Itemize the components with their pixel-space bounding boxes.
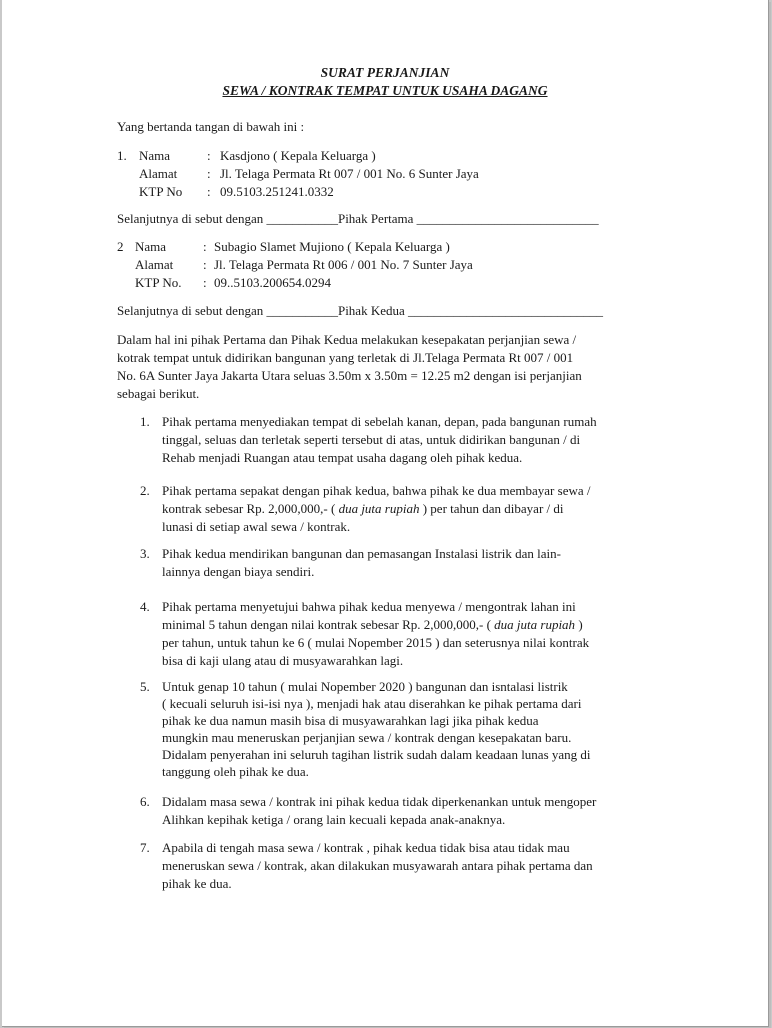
- party1-address-sep: :: [207, 166, 211, 181]
- clause-line: [162, 500, 564, 518]
- party1-ktp-sep: :: [207, 184, 211, 199]
- agreement-paragraph-line: kotrak tempat untuk didirikan bangunan yang terletak di Jl.Telaga Permata Rt 007 / 001: [117, 350, 574, 365]
- clause-line: Rehab menjadi Ruangan atau tempat usaha dagang oleh pihak kedua.: [162, 450, 523, 465]
- agreement-paragraph-line: sebagai berikut.: [117, 386, 200, 401]
- party1-role-line: Selanjutnya di sebut dengan ___________Pihak Pertama ____________________________: [117, 211, 599, 226]
- clause-number: 5.: [140, 679, 150, 694]
- clause-line: lainnya dengan biaya sendiri.: [162, 564, 315, 579]
- party2-name-label: Nama: [135, 239, 167, 254]
- document-page: [2, 0, 769, 1027]
- agreement-paragraph-line: No. 6A Sunter Jaya Jakarta Utara seluas 3.50m x 3.50m = 12.25 m2 dengan isi perjanjian: [117, 368, 582, 383]
- party2-number: 2: [117, 239, 124, 254]
- clause-number: 1.: [140, 414, 150, 429]
- clause-line-end: ) per tahun dan dibayar / di: [419, 501, 564, 516]
- document-subtitle: SEWA / KONTRAK TEMPAT UNTUK USAHA DAGANG: [222, 83, 548, 98]
- party1-address-value: Jl. Telaga Permata Rt 007 / 001 No. 6 Sunter Jaya: [220, 166, 479, 181]
- party2-address-sep: :: [203, 257, 207, 272]
- clause-line: Apabila di tengah masa sewa / kontrak , pihak kedua tidak bisa atau tidak mau: [162, 840, 570, 855]
- agreement-paragraph-line: Dalam hal ini pihak Pertama dan Pihak Kedua melakukan kesepakatan perjanjian sewa /: [117, 332, 577, 347]
- clause-number: 6.: [140, 794, 150, 809]
- party2-ktp-label: KTP No.: [135, 275, 182, 290]
- clause-number: 3.: [140, 546, 150, 561]
- party1-name-sep: :: [207, 148, 211, 163]
- amount-in-words: dua juta rupiah: [338, 501, 420, 516]
- party1-name-label: Nama: [139, 148, 171, 163]
- clause-number: 4.: [140, 599, 150, 614]
- clause-line: ( kecuali seluruh isi-isi nya ), menjadi hak atau diserahkan ke pihak pertama dari: [162, 696, 582, 711]
- party2-ktp-sep: :: [203, 275, 207, 290]
- party2-ktp-value: 09..5103.200654.0294: [214, 275, 331, 290]
- clause-line: Pihak kedua mendirikan bangunan dan pemasangan Instalasi listrik dan lain-: [162, 546, 561, 561]
- party1-address-label: Alamat: [139, 166, 178, 181]
- clause-line: Untuk genap 10 tahun ( mulai Nopember 2020 ) bangunan dan isntalasi listrik: [162, 679, 568, 694]
- party1-name-value: Kasdjono ( Kepala Keluarga ): [220, 148, 376, 163]
- clause-line: tanggung oleh pihak ke dua.: [162, 764, 309, 779]
- clause-line: Pihak pertama menyetujui bahwa pihak kedua menyewa / mengontrak lahan ini: [162, 599, 576, 614]
- clause-line: Alihkan kepihak ketiga / orang lain kecuali kepada anak-anaknya.: [162, 812, 506, 827]
- clause-line: mungkin mau meneruskan perjanjian sewa / kontrak dengan kesepakatan baru.: [162, 730, 572, 745]
- party2-name-value: Subagio Slamet Mujiono ( Kepala Keluarga ): [214, 239, 450, 254]
- clause-line: [162, 616, 583, 634]
- clause-line: lunasi di setiap awal sewa / kontrak.: [162, 519, 351, 534]
- clause-line: pihak ke dua namun masih bisa di musyawarahkan lagi jika pihak kedua: [162, 713, 539, 728]
- document-title: SURAT PERJANJIAN: [320, 65, 450, 80]
- party1-number: 1.: [117, 148, 127, 163]
- clause-line-start: kontrak sebesar Rp. 2,000,000,- (: [162, 501, 339, 516]
- party2-role-line: Selanjutnya di sebut dengan ___________Pihak Kedua ______________________________: [117, 303, 604, 318]
- party2-address-label: Alamat: [135, 257, 174, 272]
- party2-name-sep: :: [203, 239, 207, 254]
- amount-in-words: dua juta rupiah: [494, 617, 576, 632]
- clause-line-end: ): [575, 617, 583, 632]
- clause-line: meneruskan sewa / kontrak, akan dilakukan musyawarah antara pihak pertama dan: [162, 858, 593, 873]
- clause-line: Pihak pertama sepakat dengan pihak kedua, bahwa pihak ke dua membayar sewa /: [162, 483, 591, 498]
- clause-line: per tahun, untuk tahun ke 6 ( mulai Nopember 2015 ) dan seterusnya nilai kontrak: [162, 635, 590, 650]
- clause-number: 2.: [140, 483, 150, 498]
- party2-address-value: Jl. Telaga Permata Rt 006 / 001 No. 7 Sunter Jaya: [214, 257, 473, 272]
- clause-line: pihak ke dua.: [162, 876, 232, 891]
- party1-ktp-value: 09.5103.251241.0332: [220, 184, 334, 199]
- party1-ktp-label: KTP No: [139, 184, 183, 199]
- clause-number: 7.: [140, 840, 150, 855]
- clause-line: Didalam penyerahan ini seluruh tagihan listrik sudah dalam keadaan lunas yang di: [162, 747, 591, 762]
- intro-line: Yang bertanda tangan di bawah ini :: [117, 119, 305, 134]
- clause-line: bisa di kaji ulang atau di musyawarahkan lagi.: [162, 653, 404, 668]
- clause-line: tinggal, seluas dan terletak seperti tersebut di atas, untuk didirikan bangunan / di: [162, 432, 581, 447]
- clause-line: Didalam masa sewa / kontrak ini pihak kedua tidak diperkenankan untuk mengoper: [162, 794, 597, 809]
- clause-line-start: minimal 5 tahun dengan nilai kontrak sebesar Rp. 2,000,000,- (: [162, 617, 495, 632]
- clause-line: Pihak pertama menyediakan tempat di sebelah kanan, depan, pada bangunan rumah: [162, 414, 597, 429]
